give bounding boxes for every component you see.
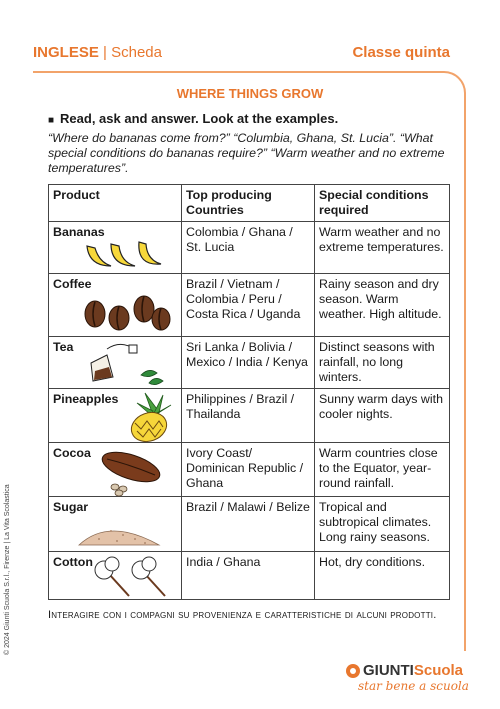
product-name: Sugar (53, 500, 89, 514)
product-cell (49, 443, 182, 497)
conditions-cell: Rainy season and dry season. Warm weather. High altitude. (315, 274, 450, 337)
countries-cell: Brazil / Malawi / Belize (182, 497, 315, 552)
product-cell (49, 389, 182, 443)
header-separator: | (103, 44, 107, 61)
cocoa-pod-icon (49, 443, 173, 497)
logo-brand-a: GIUNTI (363, 662, 414, 679)
countries-cell: Brazil / Vietnam / Colombia / Peru / Costa Rica / Uganda (182, 274, 315, 337)
table-row (49, 274, 450, 337)
conditions-cell: Sunny warm days with cooler nights. (315, 389, 450, 443)
conditions-cell: Tropical and subtropical climates. Long rainy seasons. (315, 497, 450, 552)
logo-brand-b: Scuola (413, 662, 464, 679)
conditions-cell: Warm weather and no extreme temperatures. (315, 222, 450, 274)
example-text: “Where do bananas come from?” “Columbia, Ghana, St. Lucia”. “What special conditions do bananas require?” “Warm weather and no extreme temperatures”. (48, 131, 445, 175)
table-row (49, 497, 450, 552)
header-product: Product (49, 185, 182, 222)
table-row (49, 443, 450, 497)
countries-cell: Sri Lanka / Bolivia / Mexico / India / Kenya (182, 337, 315, 389)
conditions-cell: Warm countries close to the Equator, year-round rainfall. (315, 443, 450, 497)
activity-footnote: Interagire con i compagni su provenienza e caratteristiche di alcuni prodotti. (48, 609, 437, 621)
conditions-cell: Distinct seasons with rainfall, no long winters. (315, 337, 450, 389)
coffee-bean-icon (49, 274, 173, 337)
logo-tagline: star bene a scuola (358, 679, 469, 693)
page-header (33, 44, 450, 64)
countries-cell: Philippines / Brazil / Thailanda (182, 389, 315, 443)
header-countries: Top producing Countries (182, 185, 315, 222)
instruction (48, 111, 338, 126)
product-cell (49, 497, 182, 552)
pineapple-icon (49, 389, 173, 443)
banana-icon (49, 222, 173, 274)
product-name: Bananas (53, 225, 105, 239)
bullet-icon: ■ (48, 115, 55, 126)
product-name: Coffee (53, 277, 92, 291)
sugar-pile-icon (49, 497, 173, 552)
product-cell (49, 337, 182, 389)
table-row (49, 337, 450, 389)
product-cell (49, 274, 182, 337)
product-cell (49, 222, 182, 274)
countries-cell: India / Ghana (182, 552, 315, 600)
publisher-logo (346, 662, 469, 693)
subject-label (33, 44, 162, 61)
subject-name: INGLESE (33, 44, 99, 61)
table-row (49, 222, 450, 274)
products-table (48, 184, 450, 600)
header-conditions: Special conditions required (315, 185, 450, 222)
cotton-icon (49, 552, 173, 600)
logo-brand (346, 662, 469, 679)
conditions-cell: Hot, dry conditions. (315, 552, 450, 600)
worksheet-title: WHERE THINGS GROW (176, 86, 324, 101)
table-row (49, 389, 450, 443)
product-name: Cotton (53, 555, 93, 569)
countries-cell: Ivory Coast/ Dominican Republic / Ghana (182, 443, 315, 497)
table-row (49, 552, 450, 600)
copyright-notice: © 2024 Giunti Scuola S.r.l., Firenze | La Vita Scolastica (4, 484, 11, 655)
tea-bag-icon (49, 337, 173, 389)
product-cell (49, 552, 182, 600)
product-name: Tea (53, 340, 74, 354)
giunti-g-icon (346, 664, 360, 678)
table-header-row (49, 185, 450, 222)
countries-cell: Colombia / Ghana / St. Lucia (182, 222, 315, 274)
product-name: Pineapples (53, 392, 119, 406)
product-name: Cocoa (53, 446, 91, 460)
instruction-text: Read, ask and answer. Look at the examples. (60, 111, 339, 126)
grade-label: Classe quinta (352, 44, 450, 61)
sheet-kind: Scheda (111, 44, 162, 61)
